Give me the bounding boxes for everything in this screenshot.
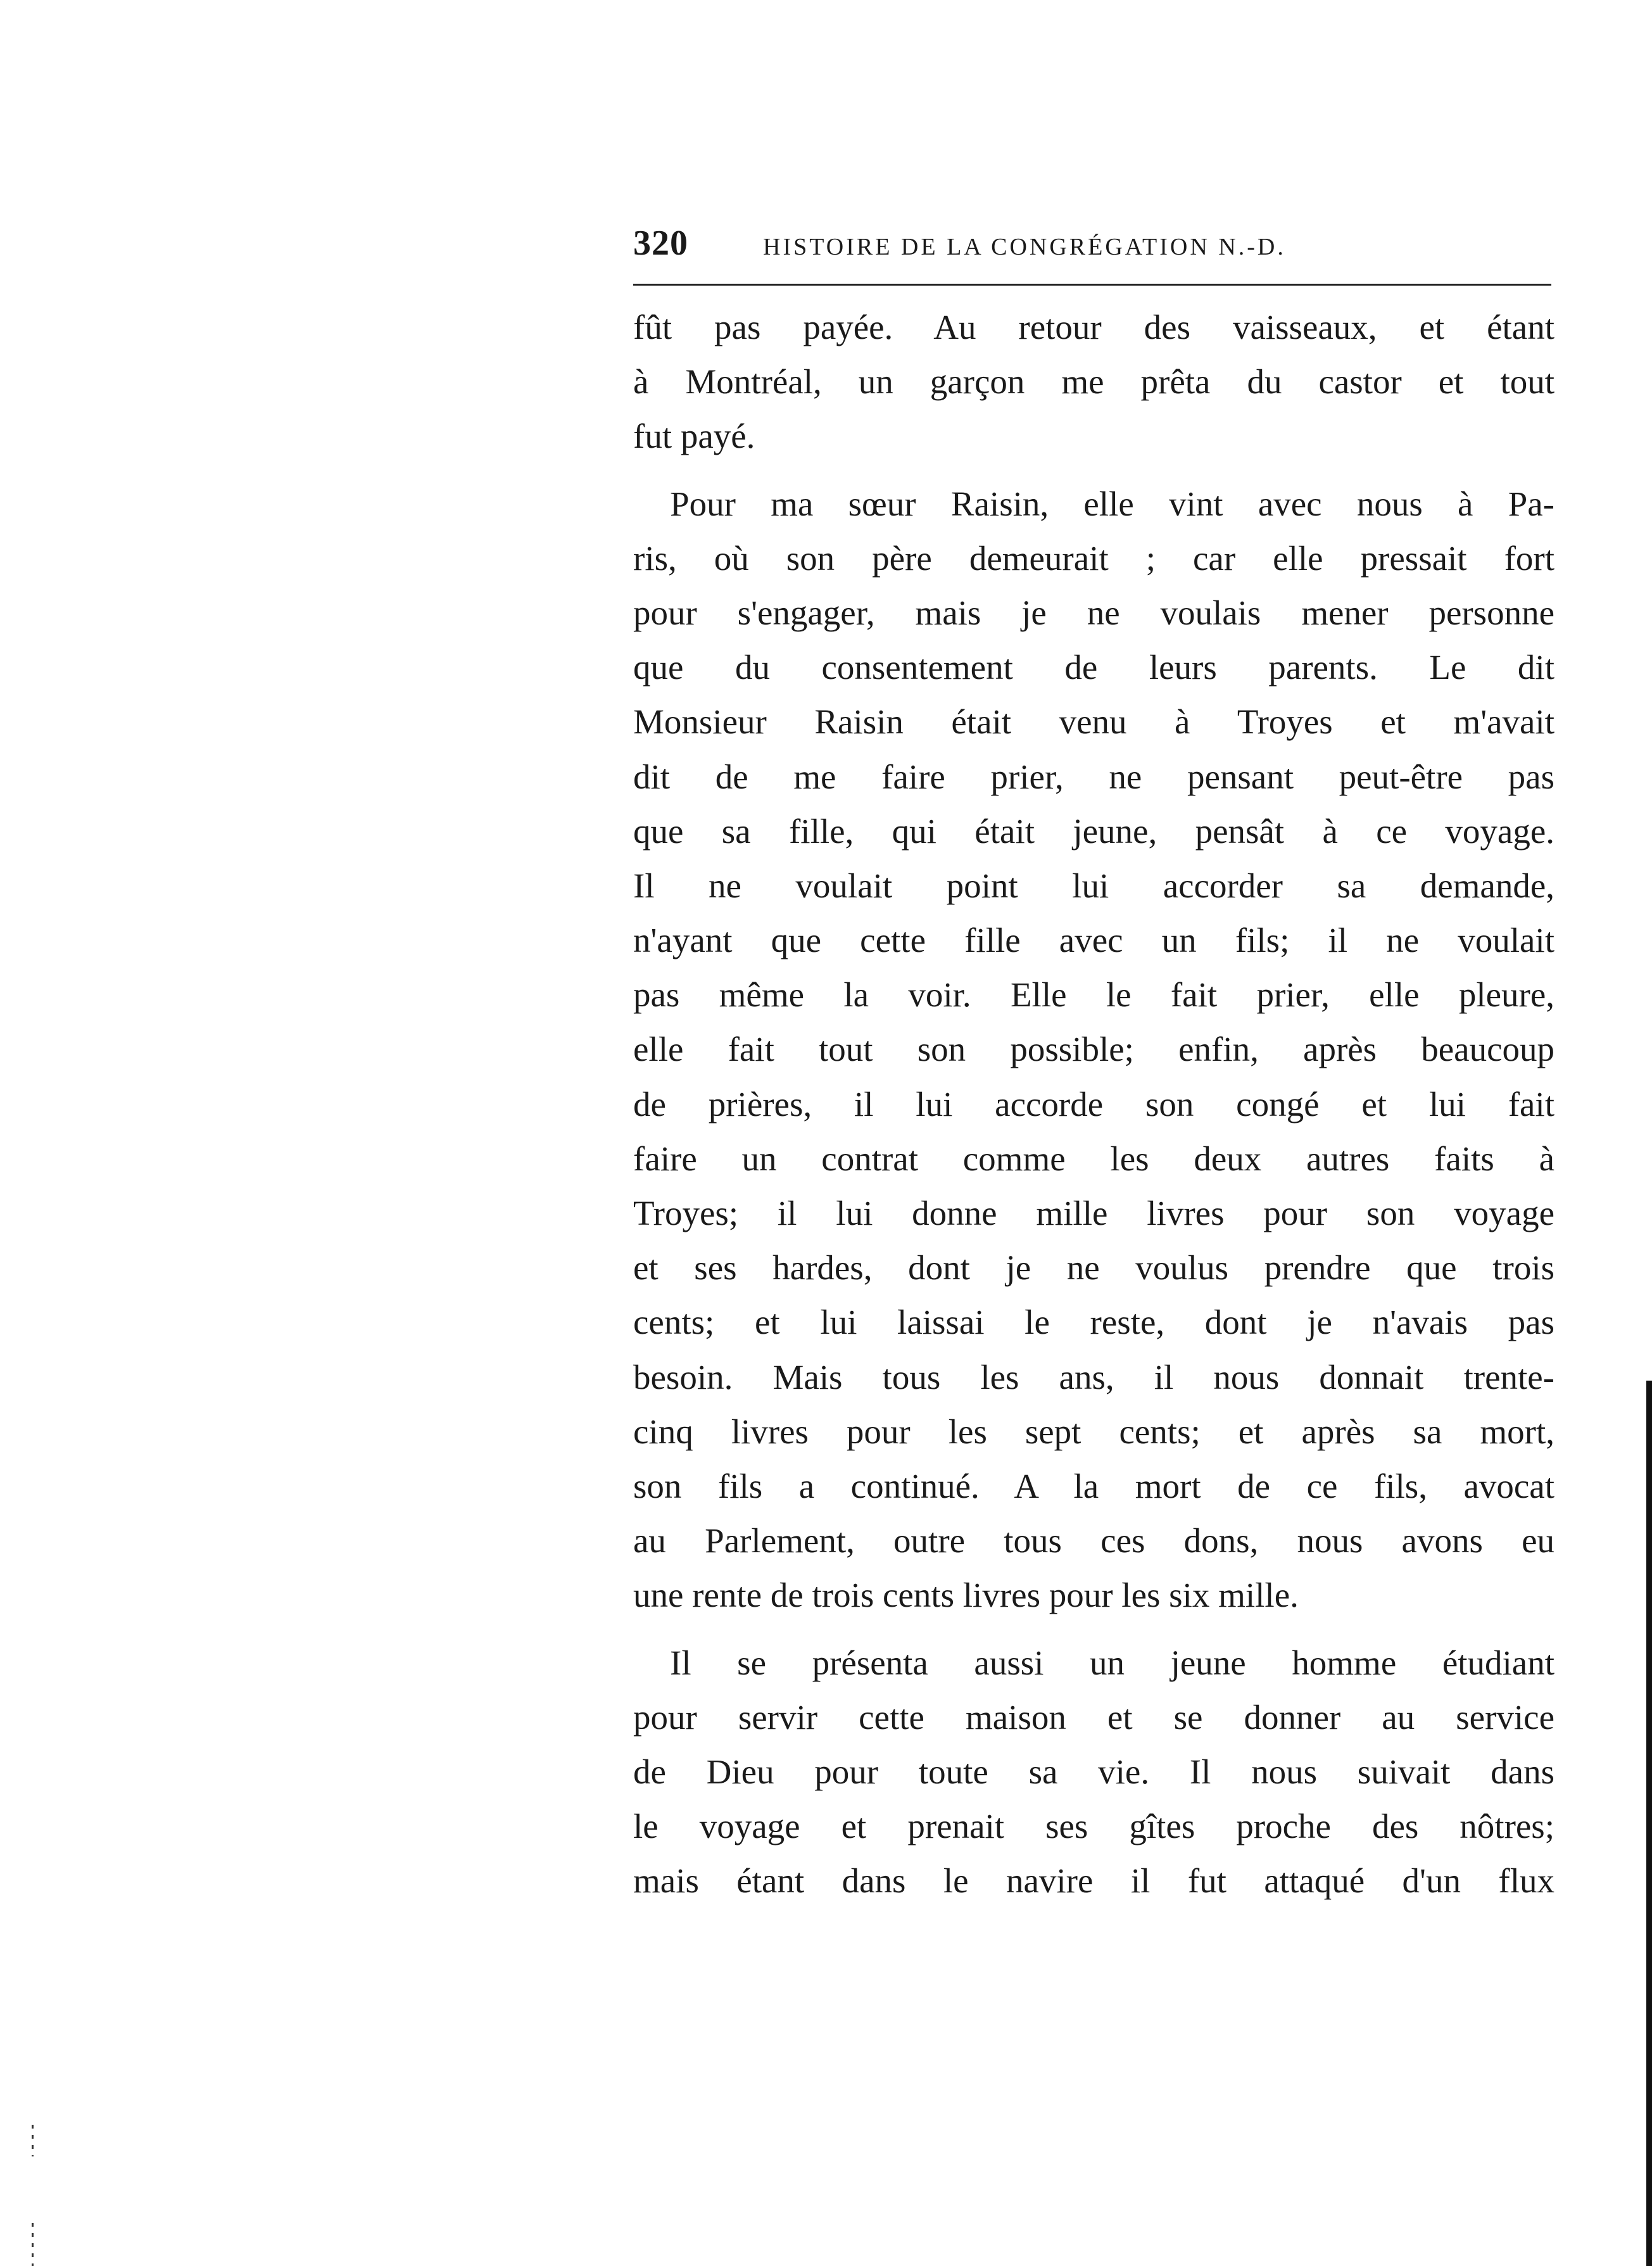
text-line: Monsieur Raisin était venu à Troyes et m'avait [633, 702, 1554, 742]
page-header [633, 223, 1551, 263]
text-line: pas même la voir. Elle le fait prier, elle pleure, [633, 975, 1554, 1015]
text-line: Il ne voulait point lui accorder sa demande, [633, 866, 1554, 905]
paragraph [633, 1636, 1554, 1909]
text-line: une rente de trois cents livres pour les six mille. [633, 1576, 1299, 1615]
text-line: le voyage et prenait ses gîtes proche des nôtres; [633, 1807, 1554, 1846]
page-number: 320 [633, 224, 688, 263]
text-line: pour s'engager, mais je ne voulais mener personne [633, 593, 1554, 632]
text-line: besoin. Mais tous les ans, il nous donnait trente- [633, 1357, 1554, 1396]
scan-margin-marks [32, 2223, 34, 2266]
text-line: mais étant dans le navire il fut attaqué d'un flux [633, 1861, 1554, 1901]
text-line: fut payé. [633, 417, 755, 456]
paragraph-gap [633, 464, 1554, 477]
text-line: et ses hardes, dont je ne voulus prendre que trois [633, 1248, 1554, 1288]
text-line: faire un contrat comme les deux autres faits à [633, 1139, 1554, 1178]
text-line: ris, où son père demeurait ; car elle pressait fort [633, 538, 1554, 578]
text-line: dit de me faire prier, ne pensant peut-être pas [633, 757, 1554, 796]
scan-edge-shadow [1646, 1381, 1652, 2266]
text-line: elle fait tout son possible; enfin, après beaucoup [633, 1030, 1554, 1069]
text-line: cinq livres pour les sept cents; et après sa mort, [633, 1412, 1554, 1451]
text-line: Il se présenta aussi un jeune homme étudiant [670, 1643, 1554, 1682]
text-line: que du consentement de leurs parents. Le dit [633, 648, 1554, 687]
text-line: pour servir cette maison et se donner au service [633, 1697, 1554, 1737]
text-line: au Parlement, outre tous ces dons, nous avons eu [633, 1521, 1554, 1560]
text-line: à Montréal, un garçon me prêta du castor et tout [633, 362, 1554, 402]
text-line: fût pas payée. Au retour des vaisseaux, et étant [633, 308, 1554, 346]
header-rule [633, 284, 1551, 286]
paragraph-gap [633, 1623, 1554, 1636]
running-title: HISTOIRE DE LA CONGRÉGATION N.-D. [763, 234, 1286, 260]
text-line: Troyes; il lui donne mille livres pour son voyage [633, 1194, 1554, 1232]
text-line: son fils a continué. A la mort de ce fils, avocat [633, 1466, 1554, 1505]
text-line: Pour ma sœur Raisin, elle vint avec nous à Pa- [670, 484, 1554, 523]
paragraph [633, 300, 1554, 464]
text-line: cents; et lui laissai le reste, dont je n'avais pas [633, 1303, 1554, 1342]
text-line: de prières, il lui accorde son congé et lui fait [633, 1084, 1554, 1124]
scan-margin-marks [32, 2125, 34, 2156]
body-text [633, 300, 1554, 1908]
text-line: que sa fille, qui était jeune, pensât à ce voyage. [633, 811, 1554, 851]
paragraph [633, 477, 1554, 1623]
text-line: n'ayant que cette fille avec un fils; il ne voulait [633, 921, 1554, 960]
text-line: de Dieu pour toute sa vie. Il nous suivait dans [633, 1752, 1554, 1791]
